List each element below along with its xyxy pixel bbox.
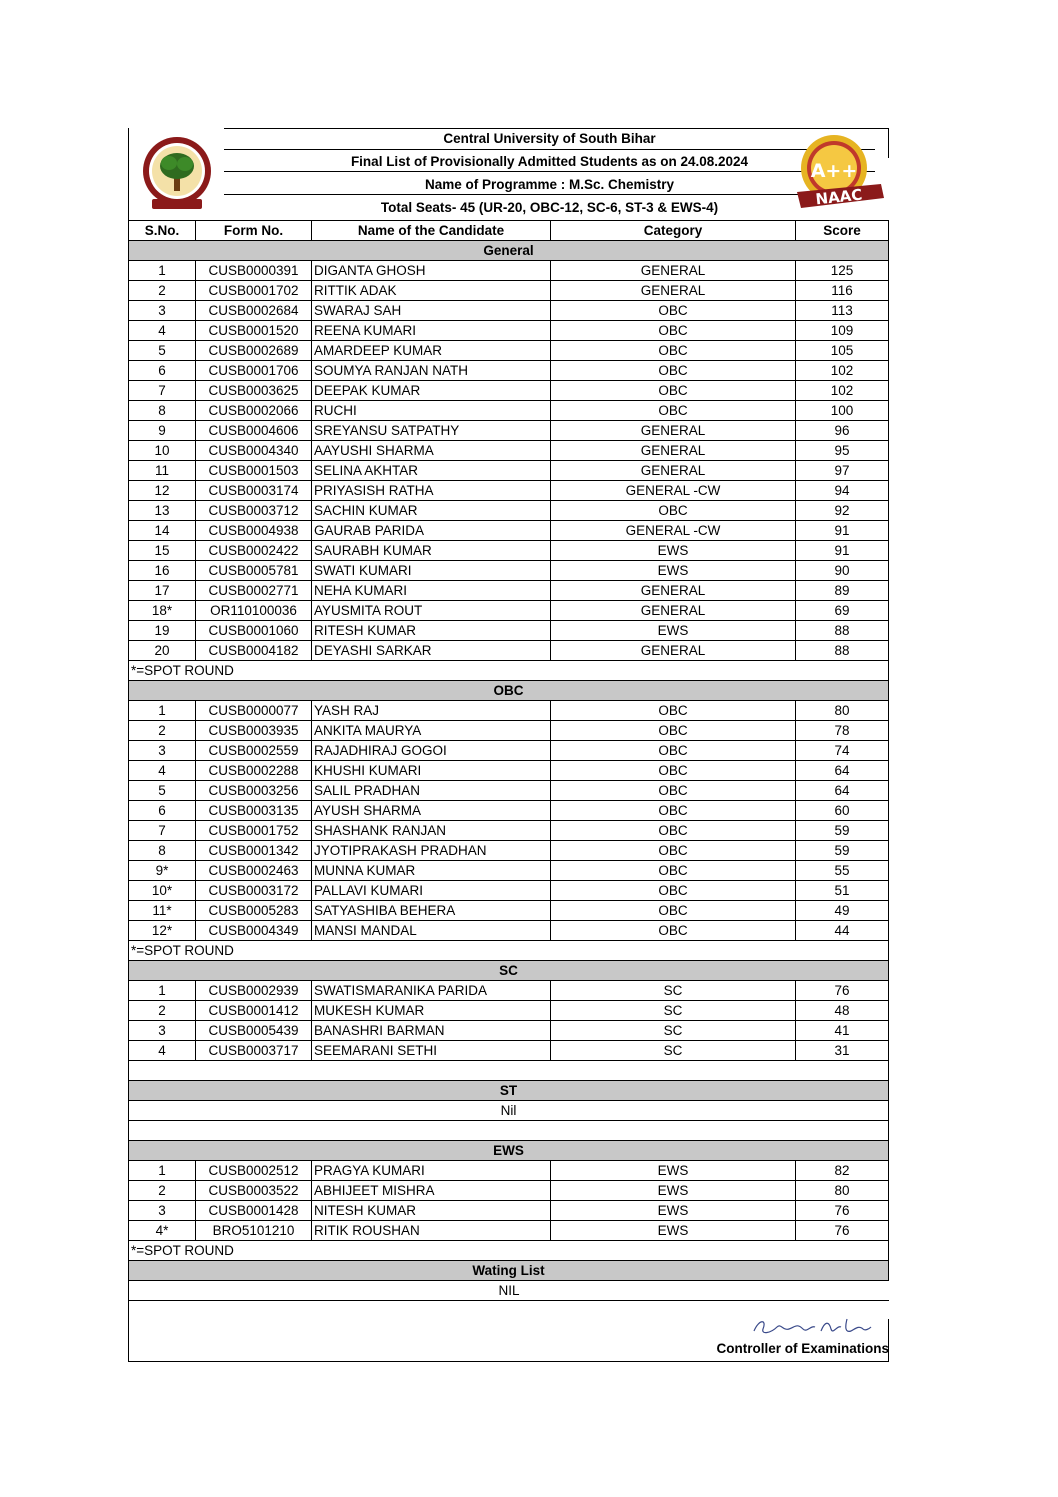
row-form-no: CUSB0000391 bbox=[196, 261, 312, 280]
row-score: 88 bbox=[834, 643, 850, 658]
table-row bbox=[128, 540, 889, 560]
row-category: OBC bbox=[551, 821, 796, 840]
table-row bbox=[128, 760, 889, 780]
table-row bbox=[128, 560, 889, 580]
row-form-no: CUSB0001702 bbox=[196, 281, 312, 300]
row-category: OBC bbox=[551, 301, 796, 320]
row-category: SC bbox=[551, 981, 796, 1000]
row-category: EWS bbox=[551, 1201, 796, 1220]
row-form-no: CUSB0001503 bbox=[196, 461, 312, 480]
table-row bbox=[128, 920, 889, 940]
row-candidate-name: SREYANSU SATPATHY bbox=[312, 421, 551, 440]
table-row bbox=[128, 900, 889, 920]
table-header-row bbox=[128, 220, 889, 240]
blank-row bbox=[128, 1120, 889, 1140]
table-row bbox=[128, 720, 889, 740]
signature-image bbox=[749, 1311, 874, 1341]
row-candidate-name: RITTIK ADAK bbox=[312, 281, 551, 300]
row-category: GENERAL -CW bbox=[551, 481, 796, 500]
row-sno: 3 bbox=[129, 301, 196, 320]
row-candidate-name: MANSI MANDAL bbox=[312, 921, 551, 940]
row-candidate-name: SEEMARANI SETHI bbox=[312, 1041, 551, 1060]
general-rows bbox=[128, 260, 889, 660]
row-sno: 6 bbox=[129, 801, 196, 820]
row-candidate-name: JYOTIPRAKASH PRADHAN bbox=[312, 841, 551, 860]
list-title: Final List of Provisionally Admitted Students as on 24.08.2024 bbox=[350, 154, 749, 169]
row-form-no: CUSB0003135 bbox=[196, 801, 312, 820]
row-category: OBC bbox=[551, 781, 796, 800]
table-row bbox=[128, 300, 889, 320]
row-category: OBC bbox=[551, 361, 796, 380]
row-candidate-name: RUCHI bbox=[312, 401, 551, 420]
table-row bbox=[128, 400, 889, 420]
row-candidate-name: SWATI KUMARI bbox=[312, 561, 551, 580]
row-sno: 13 bbox=[129, 501, 196, 520]
row-category: SC bbox=[551, 1041, 796, 1060]
row-sno: 8 bbox=[129, 401, 196, 420]
row-sno: 10 bbox=[129, 441, 196, 460]
row-form-no: CUSB0004606 bbox=[196, 421, 312, 440]
col-score: Score bbox=[823, 223, 861, 238]
blank-row bbox=[128, 1060, 889, 1080]
row-category: GENERAL bbox=[551, 261, 796, 280]
row-candidate-name: BANASHRI BARMAN bbox=[312, 1021, 551, 1040]
row-form-no: CUSB0002422 bbox=[196, 541, 312, 560]
row-form-no: CUSB0001412 bbox=[196, 1001, 312, 1020]
row-score: 125 bbox=[830, 263, 854, 278]
row-sno: 16 bbox=[129, 561, 196, 580]
table-row bbox=[128, 420, 889, 440]
row-candidate-name: SAURABH KUMAR bbox=[312, 541, 551, 560]
row-category: GENERAL bbox=[551, 601, 796, 620]
table-row bbox=[128, 640, 889, 660]
naac-badge-icon bbox=[789, 132, 889, 218]
row-score: 80 bbox=[834, 703, 850, 718]
row-category: EWS bbox=[551, 1181, 796, 1200]
row-candidate-name: RAJADHIRAJ GOGOI bbox=[312, 741, 551, 760]
row-score: 113 bbox=[831, 303, 853, 318]
row-form-no: CUSB0001428 bbox=[196, 1201, 312, 1220]
table-row bbox=[128, 980, 889, 1000]
row-form-no: CUSB0004938 bbox=[196, 521, 312, 540]
table-row bbox=[128, 780, 889, 800]
row-score: 55 bbox=[834, 863, 850, 878]
row-sno: 3 bbox=[129, 1201, 196, 1220]
row-score: 95 bbox=[834, 443, 850, 458]
row-sno: 18* bbox=[129, 601, 196, 620]
row-category: EWS bbox=[551, 1161, 796, 1180]
row-sno: 20 bbox=[129, 641, 196, 660]
table-row bbox=[128, 820, 889, 840]
col-form-no: Form No. bbox=[196, 221, 312, 240]
row-sno: 2 bbox=[129, 281, 196, 300]
row-form-no: CUSB0003935 bbox=[196, 721, 312, 740]
table-row bbox=[128, 460, 889, 480]
row-category: OBC bbox=[551, 381, 796, 400]
row-form-no: CUSB0002559 bbox=[196, 741, 312, 760]
row-score: 102 bbox=[830, 363, 854, 378]
waiting-value: NIL bbox=[128, 1280, 889, 1300]
row-form-no: CUSB0001520 bbox=[196, 321, 312, 340]
row-sno: 7 bbox=[129, 821, 196, 840]
row-candidate-name: SELINA AKHTAR bbox=[312, 461, 551, 480]
row-category: SC bbox=[551, 1021, 796, 1040]
row-score: 76 bbox=[834, 1203, 850, 1218]
row-candidate-name: SWARAJ SAH bbox=[312, 301, 551, 320]
col-name: Name of the Candidate bbox=[312, 221, 551, 240]
naac-label-text: NAAC bbox=[814, 185, 864, 209]
col-category: Category bbox=[551, 221, 796, 240]
obc-spot-note: *=SPOT ROUND bbox=[128, 940, 889, 960]
row-form-no: CUSB0001342 bbox=[196, 841, 312, 860]
table-row bbox=[128, 700, 889, 720]
row-form-no: CUSB0003522 bbox=[196, 1181, 312, 1200]
table-row bbox=[128, 360, 889, 380]
table-row bbox=[128, 1040, 889, 1060]
row-candidate-name: SACHIN KUMAR bbox=[312, 501, 551, 520]
row-score: 49 bbox=[834, 903, 850, 918]
row-candidate-name: AMARDEEP KUMAR bbox=[312, 341, 551, 360]
row-sno: 5 bbox=[129, 781, 196, 800]
row-candidate-name: SALIL PRADHAN bbox=[312, 781, 551, 800]
row-candidate-name: PRIYASISH RATHA bbox=[312, 481, 551, 500]
row-score: 96 bbox=[834, 423, 850, 438]
university-name: Central University of South Bihar bbox=[443, 131, 656, 146]
table-row bbox=[128, 600, 889, 620]
row-category: OBC bbox=[551, 321, 796, 340]
row-candidate-name: PRAGYA KUMARI bbox=[312, 1161, 551, 1180]
row-form-no: CUSB0003712 bbox=[196, 501, 312, 520]
ews-rows bbox=[128, 1160, 889, 1240]
row-sno: 19 bbox=[129, 621, 196, 640]
row-form-no: CUSB0002689 bbox=[196, 341, 312, 360]
row-sno: 4 bbox=[129, 761, 196, 780]
row-candidate-name: AYUSH SHARMA bbox=[312, 801, 551, 820]
col-sno: S.No. bbox=[129, 221, 196, 240]
row-candidate-name: SWATISMARANIKA PARIDA bbox=[312, 981, 551, 1000]
table-row bbox=[128, 1000, 889, 1020]
row-candidate-name: MUKESH KUMAR bbox=[312, 1001, 551, 1020]
row-category: SC bbox=[551, 1001, 796, 1020]
obc-rows bbox=[128, 700, 889, 940]
row-form-no: CUSB0005781 bbox=[196, 561, 312, 580]
row-candidate-name: KHUSHI KUMARI bbox=[312, 761, 551, 780]
row-sno: 1 bbox=[129, 981, 196, 1000]
row-form-no: CUSB0002512 bbox=[196, 1161, 312, 1180]
row-candidate-name: GAURAB PARIDA bbox=[312, 521, 551, 540]
row-form-no: CUSB0003717 bbox=[196, 1041, 312, 1060]
controller-of-examinations: Controller of Examinations bbox=[716, 1341, 889, 1356]
row-sno: 1 bbox=[129, 261, 196, 280]
row-score: 69 bbox=[834, 603, 850, 618]
table-row bbox=[128, 520, 889, 540]
row-form-no: CUSB0001060 bbox=[196, 621, 312, 640]
st-value: Nil bbox=[128, 1100, 889, 1120]
row-candidate-name: REENA KUMARI bbox=[312, 321, 551, 340]
row-form-no: CUSB0004349 bbox=[196, 921, 312, 940]
row-form-no: CUSB0003256 bbox=[196, 781, 312, 800]
row-sno: 9 bbox=[129, 421, 196, 440]
row-sno: 4 bbox=[129, 1041, 196, 1060]
programme-name: Name of Programme : M.Sc. Chemistry bbox=[424, 177, 675, 192]
row-category: EWS bbox=[551, 561, 796, 580]
row-form-no: CUSB0002463 bbox=[196, 861, 312, 880]
row-form-no: OR110100036 bbox=[196, 601, 312, 620]
row-score: 41 bbox=[834, 1023, 850, 1038]
row-category: OBC bbox=[551, 701, 796, 720]
table-row bbox=[128, 580, 889, 600]
row-form-no: CUSB0002066 bbox=[196, 401, 312, 420]
row-score: 116 bbox=[831, 283, 853, 298]
row-form-no: CUSB0003172 bbox=[196, 881, 312, 900]
row-candidate-name: RITESH KUMAR bbox=[312, 621, 551, 640]
row-sno: 12 bbox=[129, 481, 196, 500]
row-sno: 2 bbox=[129, 1181, 196, 1200]
row-candidate-name: YASH RAJ bbox=[312, 701, 551, 720]
row-score: 92 bbox=[834, 503, 850, 518]
table-row bbox=[128, 280, 889, 300]
row-sno: 8 bbox=[129, 841, 196, 860]
row-category: EWS bbox=[551, 1221, 796, 1240]
row-sno: 4* bbox=[129, 1221, 196, 1240]
table-row bbox=[128, 740, 889, 760]
row-sno: 14 bbox=[129, 521, 196, 540]
section-waiting-title: Wating List bbox=[128, 1260, 889, 1280]
row-category: OBC bbox=[551, 501, 796, 520]
row-score: 74 bbox=[834, 743, 850, 758]
row-category: OBC bbox=[551, 861, 796, 880]
row-score: 78 bbox=[834, 723, 850, 738]
row-score: 31 bbox=[834, 1043, 850, 1058]
row-category: EWS bbox=[551, 541, 796, 560]
section-general-title: General bbox=[128, 240, 889, 260]
row-category: OBC bbox=[551, 761, 796, 780]
row-form-no: CUSB0004340 bbox=[196, 441, 312, 460]
table-row bbox=[128, 1200, 889, 1220]
table-row bbox=[128, 840, 889, 860]
row-category: GENERAL -CW bbox=[551, 521, 796, 540]
row-score: 102 bbox=[830, 383, 854, 398]
table-row bbox=[128, 320, 889, 340]
row-score: 44 bbox=[834, 923, 850, 938]
row-sno: 17 bbox=[129, 581, 196, 600]
row-form-no: CUSB0002288 bbox=[196, 761, 312, 780]
row-form-no: CUSB0005283 bbox=[196, 901, 312, 920]
row-score: 76 bbox=[834, 983, 850, 998]
row-score: 91 bbox=[834, 523, 850, 538]
row-category: OBC bbox=[551, 721, 796, 740]
row-category: OBC bbox=[551, 401, 796, 420]
row-score: 94 bbox=[834, 483, 850, 498]
row-score: 109 bbox=[830, 323, 854, 338]
table-row bbox=[128, 620, 889, 640]
row-sno: 15 bbox=[129, 541, 196, 560]
row-sno: 9* bbox=[129, 861, 196, 880]
row-score: 64 bbox=[834, 783, 850, 798]
row-candidate-name: DIGANTA GHOSH bbox=[312, 261, 551, 280]
row-sno: 2 bbox=[129, 1001, 196, 1020]
table-row bbox=[128, 380, 889, 400]
row-sno: 11* bbox=[129, 901, 196, 920]
row-form-no: CUSB0004182 bbox=[196, 641, 312, 660]
row-score: 64 bbox=[834, 763, 850, 778]
row-score: 59 bbox=[834, 823, 850, 838]
table-row bbox=[128, 1220, 889, 1240]
row-category: OBC bbox=[551, 341, 796, 360]
section-ews-title: EWS bbox=[128, 1140, 889, 1160]
row-category: GENERAL bbox=[551, 641, 796, 660]
table-row bbox=[128, 260, 889, 280]
row-score: 60 bbox=[834, 803, 850, 818]
row-score: 59 bbox=[834, 843, 850, 858]
table-row bbox=[128, 1020, 889, 1040]
row-candidate-name: DEYASHI SARKAR bbox=[312, 641, 551, 660]
table-row bbox=[128, 880, 889, 900]
naac-grade-text: A++ bbox=[810, 160, 858, 182]
row-candidate-name: ABHIJEET MISHRA bbox=[312, 1181, 551, 1200]
table-row bbox=[128, 1160, 889, 1180]
table-row bbox=[128, 860, 889, 880]
row-form-no: CUSB0000077 bbox=[196, 701, 312, 720]
row-score: 90 bbox=[834, 563, 850, 578]
university-seal-icon bbox=[140, 133, 215, 213]
row-category: GENERAL bbox=[551, 281, 796, 300]
table-row bbox=[128, 340, 889, 360]
row-form-no: CUSB0003625 bbox=[196, 381, 312, 400]
table-row bbox=[128, 440, 889, 460]
row-form-no: CUSB0001706 bbox=[196, 361, 312, 380]
document-header bbox=[128, 128, 889, 220]
row-category: OBC bbox=[551, 881, 796, 900]
row-sno: 5 bbox=[129, 341, 196, 360]
row-score: 80 bbox=[834, 1183, 850, 1198]
row-form-no: BRO5101210 bbox=[196, 1221, 312, 1240]
row-form-no: CUSB0002939 bbox=[196, 981, 312, 1000]
row-category: OBC bbox=[551, 921, 796, 940]
row-category: OBC bbox=[551, 901, 796, 920]
row-score: 48 bbox=[834, 1003, 850, 1018]
row-candidate-name: SHASHANK RANJAN bbox=[312, 821, 551, 840]
admission-list-document bbox=[128, 128, 889, 1362]
row-score: 76 bbox=[834, 1223, 850, 1238]
sc-rows bbox=[128, 980, 889, 1060]
row-candidate-name: DEEPAK KUMAR bbox=[312, 381, 551, 400]
row-score: 51 bbox=[834, 883, 850, 898]
row-sno: 7 bbox=[129, 381, 196, 400]
row-score: 105 bbox=[830, 343, 854, 358]
row-category: GENERAL bbox=[551, 461, 796, 480]
row-sno: 12* bbox=[129, 921, 196, 940]
row-score: 82 bbox=[834, 1163, 850, 1178]
row-sno: 10* bbox=[129, 881, 196, 900]
row-sno: 1 bbox=[129, 1161, 196, 1180]
document-footer bbox=[128, 1300, 889, 1362]
row-category: OBC bbox=[551, 801, 796, 820]
row-score: 100 bbox=[830, 403, 854, 418]
row-category: GENERAL bbox=[551, 421, 796, 440]
row-sno: 4 bbox=[129, 321, 196, 340]
row-category: GENERAL bbox=[551, 441, 796, 460]
row-form-no: CUSB0005439 bbox=[196, 1021, 312, 1040]
row-sno: 1 bbox=[129, 701, 196, 720]
table-row bbox=[128, 800, 889, 820]
row-form-no: CUSB0001752 bbox=[196, 821, 312, 840]
section-st-title: ST bbox=[128, 1080, 889, 1100]
row-sno: 3 bbox=[129, 741, 196, 760]
row-score: 88 bbox=[834, 623, 850, 638]
row-candidate-name: AAYUSHI SHARMA bbox=[312, 441, 551, 460]
row-category: OBC bbox=[551, 841, 796, 860]
row-sno: 6 bbox=[129, 361, 196, 380]
row-form-no: CUSB0003174 bbox=[196, 481, 312, 500]
row-candidate-name: NEHA KUMARI bbox=[312, 581, 551, 600]
row-category: OBC bbox=[551, 741, 796, 760]
row-candidate-name: ANKITA MAURYA bbox=[312, 721, 551, 740]
table-row bbox=[128, 500, 889, 520]
row-form-no: CUSB0002771 bbox=[196, 581, 312, 600]
table-row bbox=[128, 1180, 889, 1200]
ews-spot-note: *=SPOT ROUND bbox=[128, 1240, 889, 1260]
row-score: 89 bbox=[834, 583, 850, 598]
row-sno: 3 bbox=[129, 1021, 196, 1040]
row-candidate-name: AYUSMITA ROUT bbox=[312, 601, 551, 620]
general-spot-note: *=SPOT ROUND bbox=[128, 660, 889, 680]
row-candidate-name: NITESH KUMAR bbox=[312, 1201, 551, 1220]
row-score: 91 bbox=[834, 543, 850, 558]
row-candidate-name: SOUMYA RANJAN NATH bbox=[312, 361, 551, 380]
row-candidate-name: SATYASHIBA BEHERA bbox=[312, 901, 551, 920]
row-category: EWS bbox=[551, 621, 796, 640]
row-sno: 11 bbox=[129, 461, 196, 480]
section-sc-title: SC bbox=[128, 960, 889, 980]
section-obc-title: OBC bbox=[128, 680, 889, 700]
row-form-no: CUSB0002684 bbox=[196, 301, 312, 320]
table-row bbox=[128, 480, 889, 500]
row-category: GENERAL bbox=[551, 581, 796, 600]
row-candidate-name: RITIK ROUSHAN bbox=[312, 1221, 551, 1240]
row-score: 97 bbox=[834, 463, 850, 478]
row-candidate-name: PALLAVI KUMARI bbox=[312, 881, 551, 900]
total-seats: Total Seats- 45 (UR-20, OBC-12, SC-6, ST-3 & EWS-4) bbox=[380, 200, 719, 215]
row-candidate-name: MUNNA KUMAR bbox=[312, 861, 551, 880]
row-sno: 2 bbox=[129, 721, 196, 740]
